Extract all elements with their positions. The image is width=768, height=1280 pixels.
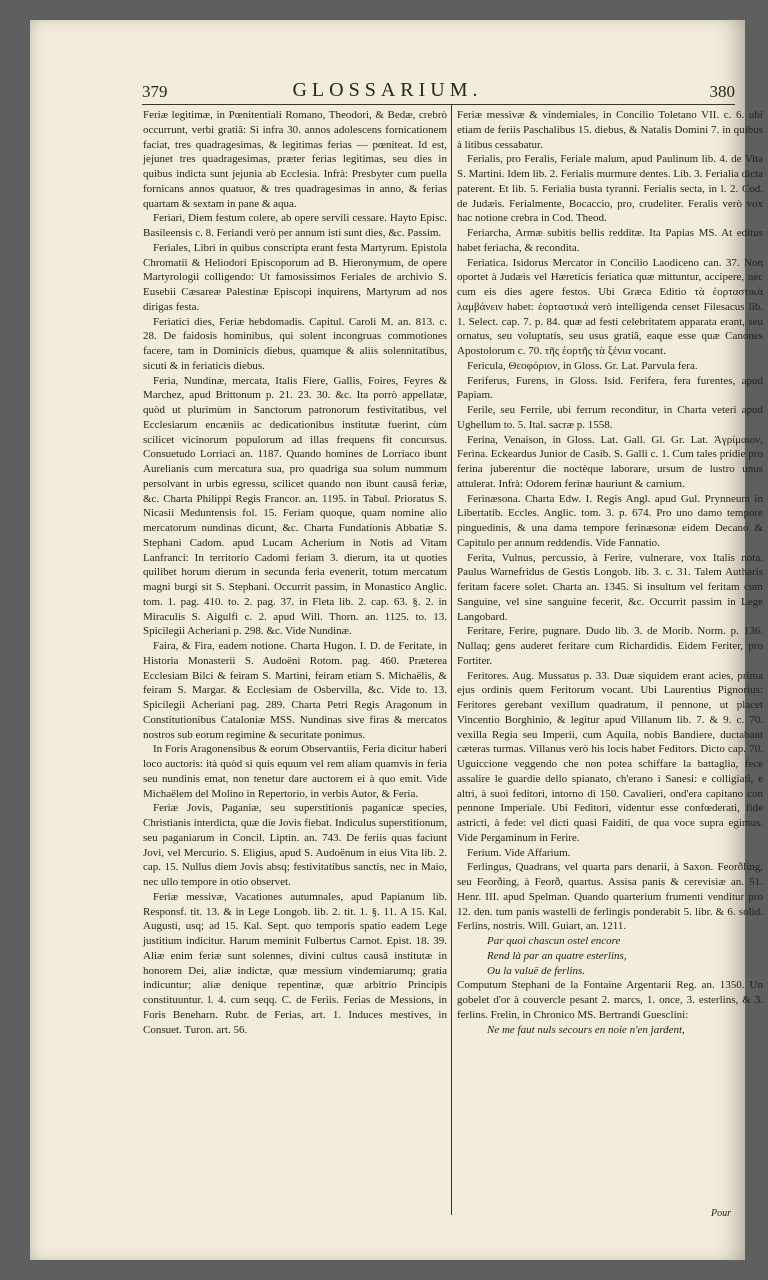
entry-ferium: Ferium. Vide Affarium. [467, 846, 571, 859]
column-divider [451, 105, 452, 1215]
entry-feriae-jovis: Feriæ Jovis, Paganiæ, seu superstitionis paganicæ species, Christianis interdicta, quæ die Jovis fiebat. Indiculus superstitionum, seu paganiarum in Concil. Liptin. an. 743. De feriis quas faciunt Jovi, vel Mercurio. S. Eligius, apud S. Audoënum in eius Vita lib. 2. cap. 15. Nullus diem Jovis absq; festivitatibus sanctis, nec in Maio, nec ullo tempore in otio observet. [143, 802, 447, 888]
entry-feritores: Feritores. Aug. Mussatus p. 33. Duæ siquidem erant acies, prima ejus ordinis quem Feritorum vocant. Ubi Laurentius Pignorius: Feritores gerebant vexillum quadratum, il pennone, ut placet Vincentio Borghinio, & legitur apud Villanum lib. 7. & 9. c. 70. vexilla Regia seu Imperii, cum Aquila, nobis Bandiere, ductabant cæteras turmas. Villanus verò his locis habet Feditors. Dicto cap. 70. Uguiccione veggendo che non potea schiffare la battaglia, fece assalire le guardie dello spianato, ch'erano i Sanesi: e colligiati, e altri, à suoi feditori, intorno di 150. Cavalieri, ond'era capitano con pennone Imperiale. Ubi Feditori, videntur esse confœderati, fide astricti, à fede: vel dicti quasi Faiditi, de qua voce supra egimus. Vide Pergaminum in Ferire. [457, 669, 763, 844]
entry-feriari: Feriari, Diem festum colere, ab opere servili cessare. Hayto Episc. Basileensis c. 8. Feriandi verò per annum isti sunt dies, &c. Passim. [143, 212, 447, 239]
right-column [457, 108, 763, 1037]
entry-feritare: Feritare, Ferire, pugnare. Dudo lib. 3. de Morib. Norm. p. 136. Nullaq; gens auderet feritare cum Richardidis. Eidem Feriter, pro Fortiter. [457, 625, 763, 667]
entry-in-foris-aragonensibus: In Foris Aragonensibus & eorum Observantiis, Feria dicitur haberi loco auctoris: ità quòd si quis equum vel rem aliam quamvis in feria seu nundinis emat, non tenetur dare auctorem ei à quo emit. Vide Michaëlem del Molino in Repertorio, in verbis Autor, & Feria. [143, 743, 447, 800]
entry-ferita: Ferita, Vulnus, percussio, à Ferire, vulnerare, vox Italis nota. Paulus Warnefridus de Gestis Longob. lib. 3. c. 31. Talem Autharis feritam facere solet. Charta an. 1345. Si insultum vel feritam cum Sanguine, vel sine sanguine fecerit, &c. Occurrit passim in Lege Langobard. [457, 551, 763, 623]
verse-line-3: Ou la valuë de ferlins. [487, 964, 586, 977]
entry-feriferus: Feriferus, Furens, in Gloss. Isid. Ferifera, fera furentes, apud Papiam. [457, 374, 763, 402]
header-rule [142, 104, 735, 105]
verse-line-1: Par quoi chascun ostel encore [487, 935, 621, 947]
entry-ferinaesona: Ferinæsona. Charta Edw. I. Regis Angl. apud Gul. Prynneum in Libertatib. Eccles. Anglic. tom. 3. p. 674. Pro uno damo tempore pinguedinis, & una dama tempore ferinæsonæ eidem Decano & Capitulo per annum reddendis. Vide Fannatio. [457, 492, 763, 549]
running-title: GLOSSARIUM. [292, 79, 483, 101]
entry-computum: Computum Stephani de la Fontaine Argentarii Reg. an. 1350. Un gobelet d'or à couvercle pesant 2. marcs, 1. once, 3. esterlins, & 3. ferlins. Frelin, in Chronico MS. Bertrandi Guesclini: [457, 979, 763, 1021]
page-number-right: 380 [709, 82, 735, 101]
entry-ferile: Ferile, seu Ferrile, ubi ferrum reconditur, in Charta veteri apud Ughellum to. 5. Ital. sacræ p. 1558. [457, 404, 763, 431]
entry-ferlingus: Ferlingus, Quadrans, vel quarta pars denarii, à Saxon. Feorðling, seu Feorðing, à Feorð, quartus. Assisa panis & cerevisiæ an. 51. Henr. III. apud Spelman. Quando quarterium frumenti venditur pro 12. den. tum panis wastelli de ferlingis ponderabit 5. libr. & 6. solid. Ferlins, nostris. Will. Guiart, an. 1211. [457, 861, 763, 933]
catchword: Pour [711, 1208, 731, 1219]
entry-feriae-messivae-cont: Feriæ messivæ & vindemiales, in Concilio Toletano VII. c. 6. ubi etiam de feriis Paschalibus 15. diebus, & Natalis Domini 7. in quibus à litibus cessabatur. [457, 109, 763, 151]
entry-feriatica: Feriatica. Isidorus Mercator in Concilio Laodiceno can. 37. Non oportet à Judæis vel Hæreticis feriatica quæ mittuntur, accipere, nec cum eis dies agere festos. Ubi Græca Editio τὰ ἑορταστικὰ λαμβάνειν habet: ἑορταστικά verò intelligenda censet Filesacus lib. 1. Select. cap. 7. p. 84. quæ ad festi celebritatem apparata erant, seu ornatus, seu voluptatis, seu usus gratiâ, eaque esse quæ Canones Apostolorum c. 70. τῆς ἑορτῆς τὰ ξένια vocant. [457, 256, 763, 357]
verse-line-4: Ne me faut nuls secours en noie n'en jardent, [487, 1023, 685, 1036]
entry-feriales: Feriales, Libri in quibus conscripta erant festa Martyrum. Epistola Chromatii & Heliodori Episcoporum ad B. Hieronymum, de opere Martyrologii colligendo: Ut famosissimos Feriales de archivio S. Eusebii Cæsareæ Palestinæ Episcopi inquirens, Martyrum ad nos dirigas festa. [143, 241, 447, 313]
page-number-left: 379 [142, 82, 168, 101]
entry-feriae-messivae: Feriæ messivæ, Vacationes autumnales, apud Papianum lib. Responsf. tit. 13. & in Lege Longob. lib. 2. tit. 1. §. 11. A 15. Kal. Augusti, usq; ad 15. Kal. Sept. quo temporis spatio eadem Lege justitium indicitur. Harum meminit Fulbertus Carnot. Epist. 18. 39. Aliæ enim feriæ sunt solennes, divini cultus causâ institutæ in honorem Dei, aliæ indictæ, quæ messium vindemiarumq; gratia indicuntur; aliæ denique repentinæ, quæ arbitrio Principis constituuntur. l. 4. cum seqq. C. de Feriis. Ferias de Messions, in Foris Beneharn. Rubr. de Ferias, art. 1. Induces mestives, in Consuet. Turon. art. 56. [143, 890, 447, 1036]
left-column [143, 108, 447, 1037]
verse-line-2: Rend là par an quatre esterlins, [487, 949, 627, 962]
entry-feria-nundinae: Feria, Nundinæ, mercata, Italis Fiere, Gallis, Foires, Feyres & Marchez, apud Brittonum p. 21. 23. 30. &c. Ita porrò appellatæ, quòd ut plurimùm in Sanctorum patronorum festivitatibus, vel Ecclesiarum encæniis ac dedicationibus institutæ fuerint, cùm scilicet vicinorum populorum ad illas frequens fit concursus. Consuetudo Lorriaci an. 1187. Quando homines de Lorriaco ibunt Aurelianis cum mercatura sua, pro quadriga sua solum nummum persolvant in urbis egressu, scilicet quando non ibunt causâ feriæ, &c. Charta Philippi Regis Francor. an. 1195. in Tabul. Prioratus S. Nicasii Meduntensis fol. 15. Feriam quoque, quam nomine alio mercatorum nundinas dicunt, &c. Charta Fundationis Abbatiæ S. Stephani Cadom. apud Lucam Acherium in Notis ad Vitam Lanfranci: In territorio Cadomi feriam 3. dierum, ita ut quoties quilibet horum dierum in secunda feria evenerit, totum mercatum magni burgi sit S. Stephani. Occurrit passim, in Monastico Anglic. tom. 1. pag. 410. to. 2. pag. 37. in Fleta lib. 2. cap. 63. §. 2. in Miraculis S. Aigulfi c. 2. apud Will. Thorn. an. 1125. to. 13. Spicilegii Acheriani p. 298. &c. Vide Nundinæ. [143, 374, 447, 638]
entry-feriarcha: Feriarcha, Armæ subitis bellis redditæ. Ita Papias MS. At editus habet feriacha, & recondita. [457, 227, 763, 254]
entry-fericula: Fericula, Θεοφόριον, in Gloss. Gr. Lat. Parvula fera. [467, 359, 698, 372]
entry-ferina: Ferina, Venaison, in Gloss. Lat. Gall. Gl. Gr. Lat. Ἀγρίμαιον, Ferina. Eckeardus Junior de Casib. S. Galli c. 1. Cum tales pridie pro ferina juberentur die noctèque laborare, ursum de lustro unus attulerat. Infrà: Odorem ferinæ hauriunt & carnium. [457, 433, 763, 490]
page-header [30, 64, 745, 104]
entry-faira: Faira, & Fira, eadem notione. Charta Hugon. I. D. de Feritate, in Historia Monasterii S. Audoëni Rotom. pag. 460. Præterea Ecclesiam Bilci & feiram S. Martini, feiram etiam S. Michaëlis, & feiram S. Margar. & Ecclesiam de Osbervilla, &c. Vide to. 13. Spicilegii Acheriani pag. 289. Charta Petri Regis Aragonum in Constitutionibus Cataloniæ MSS. Nundinas sive firas & mercatos nostros sub eorum regimine & securitate ponimus. [143, 640, 447, 741]
entry-feriatici-dies: Feriatici dies, Feriæ hebdomadis. Capitul. Caroli M. an. 813. c. 28. De faidosis hominibus, qui solent incongruas commotiones facere, tam in Dominicis diebus, quamque & aliis solennitatibus, sicuti & in feriaticis diebus. [143, 315, 447, 372]
entry-ferialis: Ferialis, pro Feralis, Feriale malum, apud Paulinum lib. 4. de Vita S. Martini. Idem lib. 2. Ferialis murmure dentes. Lib. 3. Ferialia dicta paterent. Et lib. 5. Ferialia busta tyranni. Ferialis secta, in l. 2. Cod. de Judæis. Ferialmente, Bocaccio, pro, crudeliter. Feralis verò vox hac notione crebra in Cod. Theod. [457, 153, 763, 225]
book-page [30, 20, 763, 1260]
entry-feriae-legitimae: Feriæ legitimæ, in Pœnitentiali Romano, Theodori, & Bedæ, crebrò occurrunt, verbi gratiâ: Si infra 30. annos adolescens fornicationem faciat, tres quadragesimas, & legitimas ferias — pœniteat. Id est, jejunet tres quadragesimas, præter ferias legitimas, seu dies in quibus indicta sunt jejunia ab Ecclesia. Infrà: Presbyter cum puella fornicans annos quatuor, & tres quadragesimas in anno, & ferias quartam & sextam in pane & aqua. [143, 109, 447, 210]
